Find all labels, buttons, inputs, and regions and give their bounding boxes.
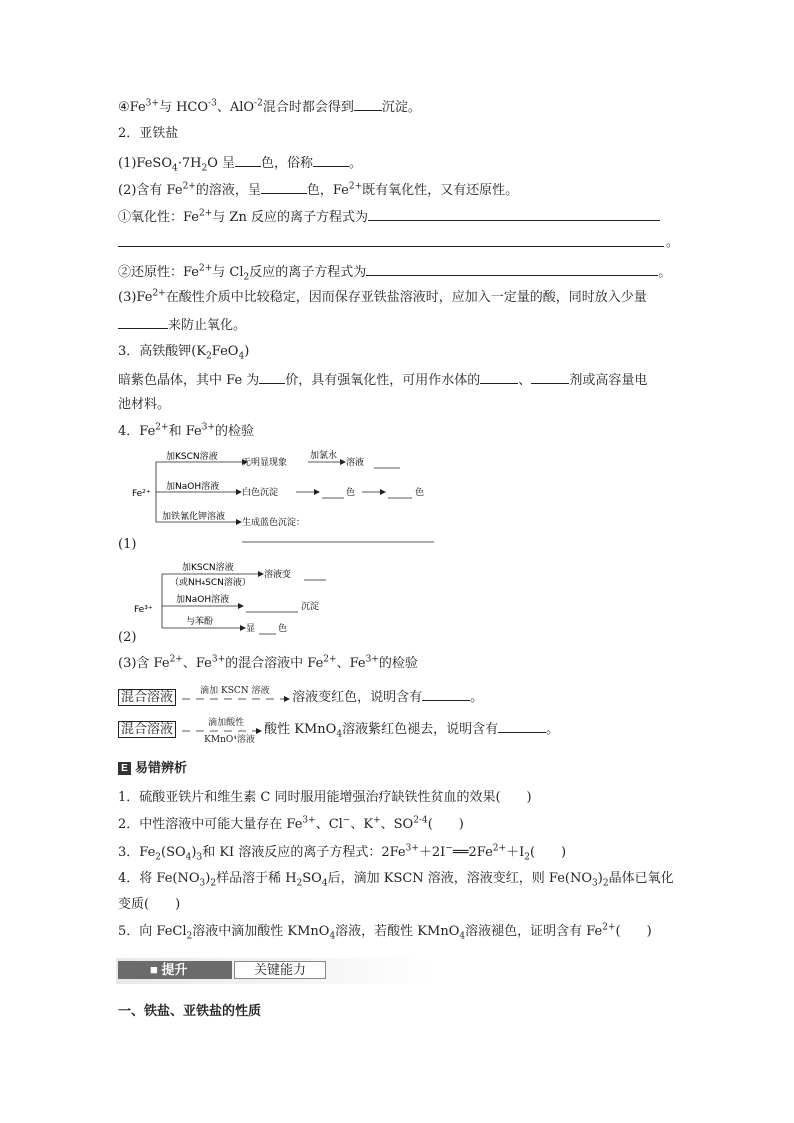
branch-label: 加氯水	[310, 451, 338, 461]
line-feso4: $(1)FeSO_4\cdot 7H_2O$ 呈 色，俗称 。	[118, 156, 363, 174]
branch-label: 加铁氰化钾溶液	[162, 512, 226, 522]
answer-blank[interactable]	[531, 371, 569, 384]
mixed-solution-box: 混合溶液	[118, 721, 176, 738]
answer-line[interactable]	[118, 246, 664, 247]
answer-blank[interactable]	[235, 154, 261, 167]
error-item-3: 3．$Fe_2(SO_4)_3$和 KI 溶液反应的离子方程式：$2Fe^{3+}+2I^-══2Fe^{2+}+I_2$( )	[118, 843, 567, 863]
error-item-1: 1．硫酸亚铁片和维生素 C 同时服用能增强治疗缺铁性贫血的效果( )	[118, 790, 532, 805]
reagent-arrow	[180, 685, 292, 705]
banner-tag: ■ 提升	[118, 961, 232, 979]
error-item-4-cont: 变质( )	[118, 897, 181, 912]
line-reducing: ②还原性：$Fe^{2+}$与 $Cl_2$反应的离子方程式为 。	[118, 263, 672, 283]
answer-blank[interactable]	[313, 154, 349, 167]
banner-label: 关键能力	[234, 961, 326, 979]
mixed-test-kmno4: 混合溶液 滴加酸性 KMnO⁴溶液 酸性 KMnO$_4$溶液紫红色褪去，说明含有 。	[118, 720, 559, 738]
branch-label: （或NH₄SCN溶液）	[170, 578, 251, 588]
answer-blank[interactable]	[366, 263, 658, 276]
line-storage-2: 来防止氧化。	[118, 316, 246, 334]
fe2-test-diagram	[118, 448, 448, 552]
line-ferrate-2: 池材料。	[118, 397, 171, 412]
branch-label: 加KSCN溶液	[166, 452, 218, 462]
arrow-label: 滴加酸性	[208, 717, 245, 728]
mixed-test-kscn: 混合溶液 滴加 KSCN 溶液 溶液变红色，说明含有 。	[118, 688, 483, 706]
diagram-label: (1)	[118, 537, 137, 552]
result-label: 沉淀	[301, 602, 320, 612]
error-item-5: 5．向 FeCl$_2$溶液中滴加酸性 KMnO$_4$溶液，若酸性 KMnO$_4$溶液褪色，证明含有 $Fe^{2+}$( )	[118, 922, 652, 942]
answer-blank[interactable]	[259, 371, 285, 384]
line-ferrate-1: 暗紫色晶体，其中 Fe 为 价，具有强氧化性，可用作水体的 、 剂或高容量电	[118, 373, 648, 388]
error-analysis-header: E 易错辨析	[118, 760, 187, 776]
mixed-solution-box: 混合溶液	[118, 689, 176, 706]
diagram-label: (2)	[118, 630, 137, 645]
branch-label: 加KSCN溶液	[182, 563, 234, 573]
section-banner	[116, 958, 432, 984]
section-title-properties: 一、铁盐、亚铁盐的性质	[118, 1004, 262, 1019]
section-title-ferrous-salt: 2．亚铁盐	[118, 126, 179, 141]
answer-blank[interactable]	[368, 208, 660, 221]
answer-blank[interactable]	[118, 316, 168, 329]
branch-label: 加NaOH溶液	[166, 482, 220, 492]
answer-blank[interactable]	[261, 181, 307, 194]
line-fe3-hydrolysis: $④Fe^{3+}$与 $HCO^{-3}$、AlO$^{-2}$混合时都会得到 沉淀。	[118, 98, 421, 115]
result-label: 显	[246, 624, 256, 634]
fe3-test-diagram	[118, 556, 348, 642]
answer-blank[interactable]	[422, 688, 470, 701]
answer-blank[interactable]	[354, 98, 382, 111]
error-item-4: 4．将 $Fe(NO_3)_2$样品溶于稀 $H_2SO_4$后，滴加 KSCN 溶液，溶液变红，则 $Fe(NO_3)_2$晶体已氧化	[118, 871, 674, 889]
answer-blank[interactable]	[480, 371, 518, 384]
line-oxidizing: ①氧化性：$Fe^{2+}$与 Zn 反应的离子方程式为	[118, 208, 660, 226]
result-label: 色	[346, 488, 356, 498]
dashed-arrow-icon	[180, 725, 264, 739]
result-label: 白色沉淀	[242, 488, 279, 498]
answer-blank[interactable]	[498, 720, 546, 733]
result-label: 色	[278, 624, 288, 634]
result-label: 溶液变	[264, 570, 292, 580]
error-item-2: 2．中性溶液中可能大量存在 $Fe^{3+}$、Cl−、K+、SO$^{2-4}$( )	[118, 815, 464, 832]
reagent-arrow	[180, 717, 264, 745]
result-label: 生成蓝色沉淀：	[242, 518, 306, 528]
branch-label: 加NaOH溶液	[176, 595, 230, 605]
diagram-ion-label: Fe²⁺	[132, 489, 151, 499]
line-fe2-solution: (2)含有 $Fe^{2+}$的溶液，呈 色，$Fe^{2+}$既有氧化性，又有还原性。	[118, 181, 519, 198]
result-label: 无明显现象	[242, 458, 288, 468]
line-storage: $(3)Fe^{2+}$在酸性介质中比较稳定，因而保存亚铁盐溶液时，应加入一定量的酸，同时放入少量	[118, 288, 647, 305]
arrow-label: KMnO⁴溶液	[204, 734, 255, 745]
section-title-test: 4．$Fe^{2+}$和 $Fe^{3+}$的检验	[118, 422, 254, 439]
result-label: 色	[415, 488, 425, 498]
diagram-ion-label: Fe³⁺	[134, 605, 153, 615]
line-mixed-test: (3)含 $Fe^{2+}$、$Fe^{3+}$的混合溶液中 $Fe^{2+}$、$Fe^{3+}$的检验	[118, 654, 418, 671]
arrow-label: 滴加 KSCN 溶液	[200, 685, 270, 696]
result-label: 溶液	[346, 458, 365, 468]
error-analysis-icon: E	[118, 762, 131, 775]
section-title-ferrate: 3．高铁酸钾$(K_2FeO_4)$	[118, 344, 250, 362]
branch-label: 与苯酚	[186, 617, 214, 627]
dashed-arrow-icon	[180, 693, 292, 707]
